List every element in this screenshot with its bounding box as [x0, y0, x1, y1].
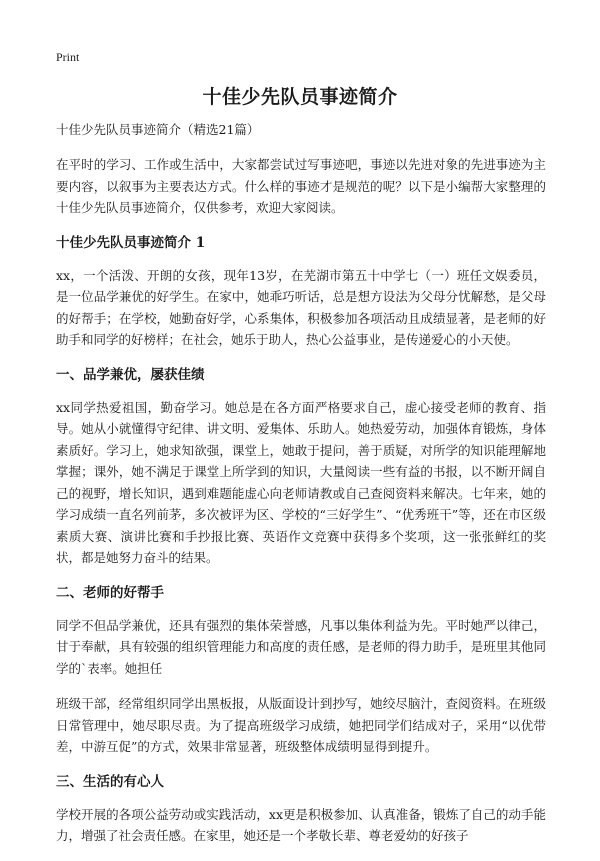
section-heading-2: 一、品学兼优，屡获佳绩	[56, 366, 205, 383]
paragraph-3: 同学不但品学兼优，还具有强烈的集体荣誉感，凡事以集体利益为先。平时她严以律己，甘于奉献，具有较强的组织管理能力和高度的责任感，是老师的得力助手，是班里其他同学的`表率。她担任	[56, 617, 546, 676]
section-heading-3: 二、老师的好帮手	[56, 584, 164, 601]
paragraph-2: xx同学热爱祖国，勤奋学习。她总是在各方面严格要求自己，虚心接受老师的教育、指导。她从小就懂得守纪律、讲文明、爱集体、乐助人。她热爱劳动，加强体育锻炼，身体素质好。学习上，她求知欲强，课堂上，她敢于提问，善于质疑，对所学的知识能理解地掌握；课外，她不满足于课堂上所学到的知识，大量阅读一些有益的书报，以不断开阔自己的视野，增长知识，遇到难题能虚心向老师请教或自己查阅资料来解决。七年来，她的学习成绩一直名列前茅，多次被评为区、学校的“三好学生”、“优秀班干”等，还在市区级素质大赛、演讲比赛和手抄报比赛、英语作文竞赛中获得多个奖项，这一张张鲜红的奖状，都是她努力奋斗的结果。	[56, 399, 546, 565]
print-link[interactable]: Print	[56, 50, 80, 64]
article-body	[56, 120, 546, 861]
page-title: 十佳少先队员事迹简介	[202, 86, 398, 108]
section-heading-1: 十佳少先队员事迹简介 1	[56, 234, 206, 251]
paragraph-4: 班级干部，经常组织同学出黑板报，从版面设计到抄写，她绞尽脑汁，查阅资料。在班级日常管理中，她尽职尽责。为了提高班级学习成绩，她把同学们结成对子，采用“以优带差，中游互促”的方式，效果非常显著，班级整体成绩明显得到提升。	[56, 696, 546, 754]
paragraph-5: 学校开展的各项公益劳动或实践活动，xx更是积极参加、认真准备，锻炼了自己的动手能力，增强了社会责任感。在家里，她还是一个孝敬长辈、尊老爱幼的好孩子	[56, 806, 546, 843]
paragraph-1: xx，一个活泼、开朗的女孩，现年13岁，在芜湖市第五十中学七（一）班任文娱委员，是一位品学兼优的好学生。在家中，她乖巧听话，总是想方设法为父母分忧解愁，是父母的好帮手；在学校，她勤奋好学，心系集体，积极参加各项活动且成绩显著，是老师的好助手和同学的好榜样；在社会，她乐于助人，热心公益事业，是传递爱心的小天使。	[56, 267, 546, 347]
section-heading-4: 三、生活的有心人	[56, 773, 164, 790]
article-subtitle: 十佳少先队员事迹简介（精选21篇）	[56, 122, 260, 137]
intro-paragraph: 在平时的学习、工作或生活中，大家都尝试过写事迹吧，事迹以先进对象的先进事迹为主要内容，以叙事为主要表达方式。什么样的事迹才是规范的呢？以下是小编帮大家整理的十佳少先队员事迹简介，仅供参考，欢迎大家阅读。	[56, 157, 546, 215]
